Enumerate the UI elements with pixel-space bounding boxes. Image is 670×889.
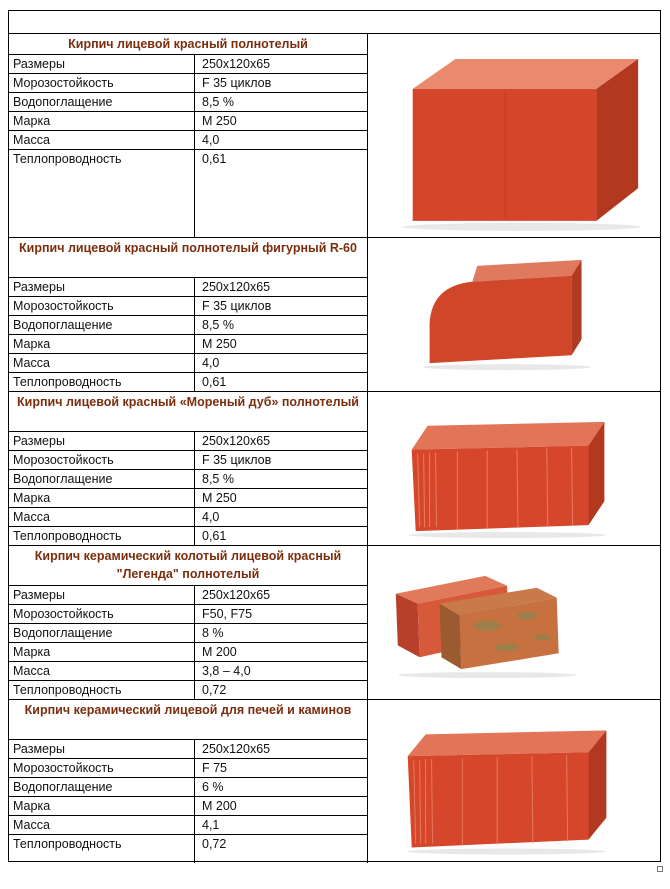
- spec-table-4: [9, 546, 368, 699]
- spec-row: [9, 489, 367, 508]
- spec-value: 8,5 %: [202, 472, 234, 486]
- page-corner-marker: [657, 866, 663, 872]
- spec-row: [9, 605, 367, 624]
- spec-label: Водопоглащение: [9, 470, 195, 488]
- spec-value: 0,61: [202, 529, 227, 543]
- spec-value: F 35 циклов: [202, 453, 272, 467]
- spec-row: [9, 93, 367, 112]
- brick-title: Кирпич лицевой красный полнотелый фигурный R-60: [9, 238, 367, 278]
- brick-title: Кирпич керамический колотый лицевой красный "Легенда" полнотелый: [9, 546, 367, 586]
- spec-row: [9, 297, 367, 316]
- spec-row: [9, 662, 367, 681]
- spec-row: [9, 797, 367, 816]
- brick-block-1: [9, 34, 660, 238]
- spec-row: [9, 354, 367, 373]
- spec-row: [9, 335, 367, 354]
- brick-illustration: [368, 700, 660, 863]
- spec-row: [9, 451, 367, 470]
- spec-value: 6 %: [202, 780, 224, 794]
- spec-label: Теплопроводность: [9, 150, 195, 237]
- spec-row-last: [9, 835, 367, 863]
- split-face-bricks-image: [368, 546, 660, 699]
- spec-label: Марка: [9, 797, 195, 815]
- spec-label: Масса: [9, 508, 195, 526]
- spec-label: Масса: [9, 354, 195, 372]
- solid-red-brick-image: [368, 34, 660, 237]
- spec-row: [9, 131, 367, 150]
- spec-label: Морозостойкость: [9, 759, 195, 777]
- spec-row: [9, 74, 367, 93]
- spec-label: Водопоглащение: [9, 624, 195, 642]
- brick-illustration: [368, 34, 660, 237]
- spec-label: Масса: [9, 131, 195, 149]
- spec-row: [9, 373, 367, 392]
- rounded-red-brick-image: [368, 238, 660, 391]
- spec-value: 250x120x65: [202, 57, 271, 71]
- spec-row: [9, 816, 367, 835]
- spec-label: Теплопроводность: [9, 681, 195, 700]
- spec-value: F 75: [202, 761, 228, 775]
- spec-label: Размеры: [9, 586, 195, 604]
- spec-value: 250x120x65: [202, 742, 271, 756]
- brick-illustration: [368, 392, 660, 545]
- spec-row: [9, 624, 367, 643]
- spec-value: М 200: [202, 645, 237, 659]
- spec-value: 8,5 %: [202, 318, 234, 332]
- spec-value: 8 %: [202, 626, 224, 640]
- spec-label: Водопоглащение: [9, 93, 195, 111]
- brick-title: Кирпич керамический лицевой для печей и каминов: [9, 700, 367, 740]
- spec-value: М 250: [202, 491, 237, 505]
- spec-value: 250x120x65: [202, 588, 271, 602]
- spec-row: [9, 681, 367, 700]
- spec-label: Водопоглащение: [9, 316, 195, 334]
- spec-value: 3,8 – 4,0: [202, 664, 251, 678]
- spec-label: Размеры: [9, 55, 195, 73]
- spec-row: [9, 55, 367, 74]
- spec-label: Масса: [9, 662, 195, 680]
- spec-value: F 35 циклов: [202, 76, 272, 90]
- spec-row: [9, 112, 367, 131]
- spec-value: 0,72: [202, 683, 227, 697]
- spec-label: Размеры: [9, 278, 195, 296]
- spec-row: [9, 778, 367, 797]
- spec-label: Марка: [9, 112, 195, 130]
- spec-row: [9, 759, 367, 778]
- spec-value: 0,72: [202, 837, 227, 851]
- spec-table-1: [9, 34, 368, 237]
- spec-value: 4,1: [202, 818, 220, 832]
- spec-row: [9, 432, 367, 451]
- spec-label: Теплопроводность: [9, 835, 195, 863]
- spec-row: [9, 470, 367, 489]
- spec-value: F 35 циклов: [202, 299, 272, 313]
- spec-row: [9, 740, 367, 759]
- spec-table-5: [9, 700, 368, 863]
- spec-label: Марка: [9, 335, 195, 353]
- spec-label: Масса: [9, 816, 195, 834]
- spec-value: 4,0: [202, 133, 220, 147]
- textured-red-brick-image: [368, 392, 660, 545]
- spec-value: 0,61: [202, 375, 227, 389]
- brick-block-4: [9, 546, 660, 700]
- spec-label: Водопоглащение: [9, 778, 195, 796]
- spec-row: [9, 316, 367, 335]
- spec-row-last: [9, 150, 367, 237]
- spec-value: 250x120x65: [202, 280, 271, 294]
- spec-value: М 250: [202, 114, 237, 128]
- spec-table-3: [9, 392, 368, 545]
- spec-value: 4,0: [202, 510, 220, 524]
- brick-block-5: [9, 700, 660, 863]
- brick-title: Кирпич лицевой красный полнотелый: [9, 34, 367, 55]
- spec-label: Морозостойкость: [9, 74, 195, 92]
- brick-illustration: [368, 238, 660, 391]
- brick-block-3: [9, 392, 660, 546]
- spec-value: М 200: [202, 799, 237, 813]
- spec-label: Морозостойкость: [9, 297, 195, 315]
- stove-red-brick-image: [368, 700, 660, 863]
- spec-label: Размеры: [9, 740, 195, 758]
- spec-label: Морозостойкость: [9, 605, 195, 623]
- spec-value: 250x120x65: [202, 434, 271, 448]
- spec-value: F50, F75: [202, 607, 253, 621]
- spec-label: Марка: [9, 489, 195, 507]
- brick-illustration: [368, 546, 660, 699]
- spec-value: М 250: [202, 337, 237, 351]
- spec-label: Морозостойкость: [9, 451, 195, 469]
- spec-value: 4,0: [202, 356, 220, 370]
- spec-row: [9, 508, 367, 527]
- spec-value: 0,61: [202, 152, 227, 166]
- sheet-header-row: [9, 11, 660, 34]
- spec-row: [9, 527, 367, 546]
- spec-label: Теплопроводность: [9, 373, 195, 392]
- spec-table-2: [9, 238, 368, 391]
- spec-row: [9, 278, 367, 297]
- spec-row: [9, 586, 367, 605]
- brick-block-2: [9, 238, 660, 392]
- spec-row: [9, 643, 367, 662]
- brick-title: Кирпич лицевой красный «Мореный дуб» полнотелый: [9, 392, 367, 432]
- spec-label: Теплопроводность: [9, 527, 195, 546]
- spec-label: Размеры: [9, 432, 195, 450]
- spec-label: Марка: [9, 643, 195, 661]
- brick-spec-sheet: [8, 10, 661, 862]
- spec-value: 8,5 %: [202, 95, 234, 109]
